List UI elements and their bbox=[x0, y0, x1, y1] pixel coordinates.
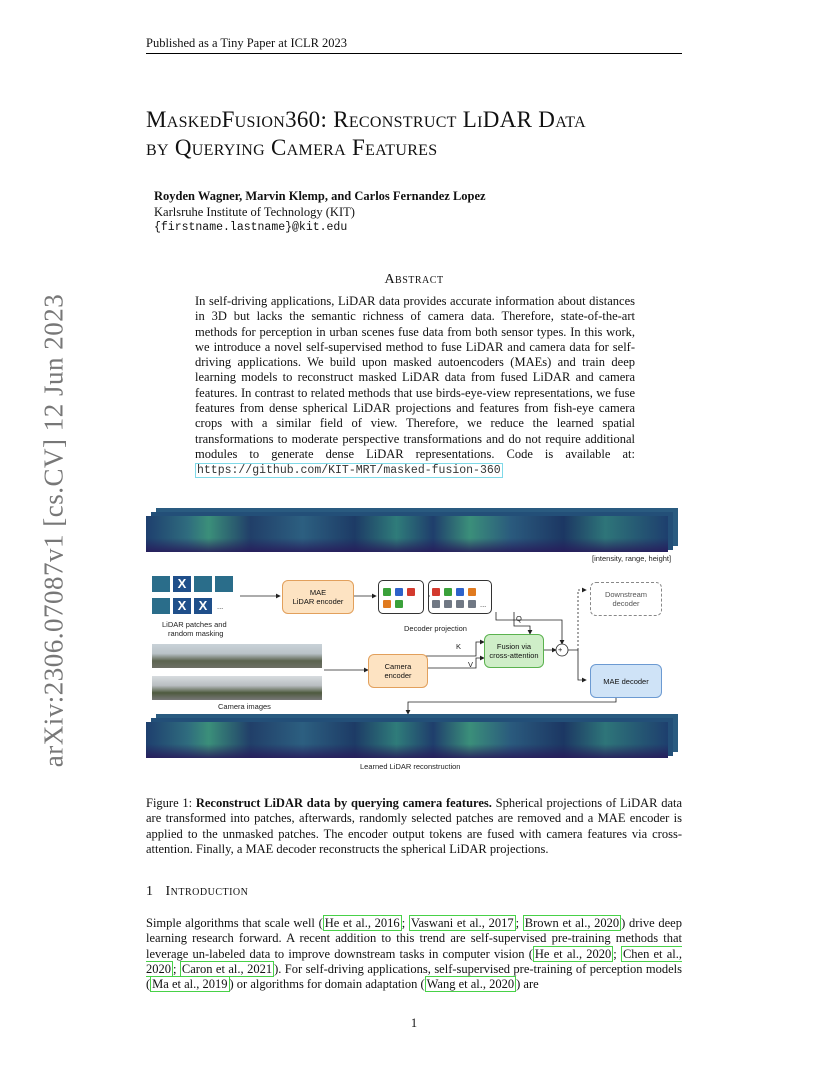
email: {firstname.lastname}@kit.edu bbox=[154, 221, 348, 234]
author-block bbox=[154, 188, 486, 236]
fusion-line-1: Fusion via bbox=[496, 642, 532, 651]
token bbox=[444, 600, 452, 608]
figure-1 bbox=[146, 508, 686, 774]
patches-ellipsis: ... bbox=[217, 602, 224, 611]
mae-encoder-box bbox=[282, 580, 354, 614]
header-rule bbox=[146, 53, 682, 54]
caption-text: Spherical projections of LiDAR data are transformed into patches, afterwards, randomly selected patches are removed and a MAE encoder is applied to the unmasked patches. The encoder output tokens are fused with camera features via cross-attention. Finally, a MAE decoder reconstructs the spherical LiDAR projections. bbox=[146, 796, 683, 856]
plus-sign: + bbox=[558, 645, 563, 654]
token bbox=[383, 588, 391, 596]
patches-label-2: random masking bbox=[168, 629, 224, 638]
author-names: Royden Wagner, Marvin Klemp, and Carlos Fernandez Lopez bbox=[154, 189, 486, 203]
token bbox=[407, 588, 415, 596]
intro-sep: ; bbox=[173, 961, 180, 976]
abstract-text: In self-driving applications, LiDAR data provides accurate information about distances in 3D but lacks the semantic richness of camera data. Therefore, state-of-the-art methods for perception in urban scenes fuse data from both sensor types. In this work, we introduce a novel self-supervised method to fuse LiDAR and camera data for self-driving applications. We build upon masked autoencoders (MAEs) and train deep learning models to reconstruct masked LiDAR data from fused LiDAR and camera features. In contrast to related methods that use birds-eye-view representations, we fuse features from dense spherical LiDAR projections and features from fish-eye camera crops with a similar field of view. Therefore, we reduce the learned spatial transformations to moderate perspective transformations and do not require additional modules to generate dense LiDAR representations. Code is available at: bbox=[195, 294, 635, 461]
mae-encoder-line-1: MAE bbox=[309, 588, 327, 597]
downstream-line-2: decoder bbox=[612, 599, 640, 608]
section-title: Introduction bbox=[165, 884, 249, 899]
token bbox=[395, 588, 403, 596]
camera-images-label: Camera images bbox=[218, 702, 271, 711]
paper-title bbox=[146, 106, 686, 162]
affiliation: Karlsruhe Institute of Technology (KIT) bbox=[154, 205, 355, 219]
masked-patch: X bbox=[194, 598, 212, 614]
intro-text: ) drive deep learning research forward. A recent addition to this trend are self-supervised pre-training methods that leverage un-labeled data to improve downstream tasks in computer vision ( bbox=[146, 916, 682, 961]
code-link[interactable]: https://github.com/KIT-MRT/masked-fusion-360 bbox=[197, 464, 501, 478]
intro-text: ) are bbox=[516, 977, 539, 992]
learned-recon-label: Learned LiDAR reconstruction bbox=[360, 762, 461, 771]
intro-text: Simple algorithms that scale well ( bbox=[146, 916, 323, 930]
citation-link[interactable]: Caron et al., 2021 bbox=[181, 961, 273, 976]
citation-link[interactable]: Chen et al., 2020 bbox=[146, 946, 682, 976]
section-number: 1 bbox=[146, 884, 154, 899]
running-header: Published as a Tiny Paper at ICLR 2023 bbox=[146, 36, 348, 50]
arxiv-id: arXiv:2306.07087v1 [cs.CV] 12 Jun 2023 bbox=[38, 293, 69, 768]
lidar-reconstruction bbox=[146, 722, 668, 758]
token bbox=[468, 588, 476, 596]
downstream-decoder-box bbox=[590, 582, 662, 616]
intensity-label: [intensity, range, height] bbox=[592, 554, 672, 563]
patches-label-1: LiDAR patches and bbox=[162, 620, 227, 629]
intro-paragraph bbox=[146, 916, 682, 992]
camera-image-2 bbox=[152, 676, 322, 700]
intro-text: ). For self-driving applications, self-supervised pre-training of perception models ( bbox=[146, 961, 683, 992]
citation-link[interactable]: Ma et al., 2019 bbox=[152, 977, 228, 992]
token bbox=[456, 600, 464, 608]
title-line-2: by Querying Camera Features bbox=[146, 135, 438, 160]
token bbox=[432, 588, 440, 596]
page-number: 1 bbox=[410, 1016, 418, 1030]
camera-encoder-box bbox=[368, 654, 428, 688]
downstream-line-1: Downstream bbox=[604, 590, 648, 599]
k-label: K bbox=[456, 642, 462, 651]
citation-link[interactable]: Vaswani et al., 2017 bbox=[410, 916, 514, 930]
intro-text: ) or algorithms for domain adaptation ( bbox=[229, 977, 425, 992]
citation-link[interactable]: He et al., 2020 bbox=[534, 946, 612, 961]
abstract-heading: Abstract bbox=[384, 272, 444, 287]
title-line-1: MaskedFusion360: Reconstruct LiDAR Data bbox=[146, 107, 586, 132]
fusion-line-2: cross-attention bbox=[489, 651, 539, 660]
figure-caption bbox=[146, 796, 682, 857]
token bbox=[456, 588, 464, 596]
mae-decoder-label: MAE decoder bbox=[603, 676, 649, 686]
token bbox=[383, 600, 391, 608]
intro-sep: ; bbox=[613, 946, 621, 961]
q-label: Q bbox=[516, 614, 522, 623]
camera-encoder-line-1: Camera bbox=[384, 662, 412, 671]
masked-patch: X bbox=[173, 598, 191, 614]
caption-label: Figure 1: bbox=[146, 796, 193, 810]
decoder-projection-label: Decoder projection bbox=[404, 624, 467, 633]
masked-patch: X bbox=[173, 576, 191, 592]
arxiv-sidebar bbox=[24, 290, 69, 770]
token bbox=[432, 600, 440, 608]
token bbox=[395, 600, 403, 608]
token-group-1 bbox=[378, 580, 424, 614]
camera-encoder-line-2: encoder bbox=[384, 671, 412, 680]
citation-link[interactable]: He et al., 2016 bbox=[324, 916, 400, 930]
abstract bbox=[195, 294, 635, 479]
token bbox=[444, 588, 452, 596]
camera-image-1 bbox=[152, 644, 322, 668]
mae-decoder-box bbox=[590, 664, 662, 698]
citation-link[interactable]: Brown et al., 2020 bbox=[524, 916, 620, 930]
v-label: V bbox=[468, 660, 474, 669]
token bbox=[468, 600, 476, 608]
citation-link[interactable]: Wang et al., 2020 bbox=[426, 977, 515, 992]
section-heading bbox=[146, 884, 248, 900]
caption-bold: Reconstruct LiDAR data by querying camera features. bbox=[195, 796, 492, 810]
fusion-box bbox=[484, 634, 544, 668]
token-ellipsis: ... bbox=[480, 600, 487, 609]
intro-sep: ; bbox=[401, 916, 409, 930]
intro-sep: ; bbox=[515, 916, 523, 930]
mae-encoder-line-2: LiDAR encoder bbox=[292, 597, 344, 606]
